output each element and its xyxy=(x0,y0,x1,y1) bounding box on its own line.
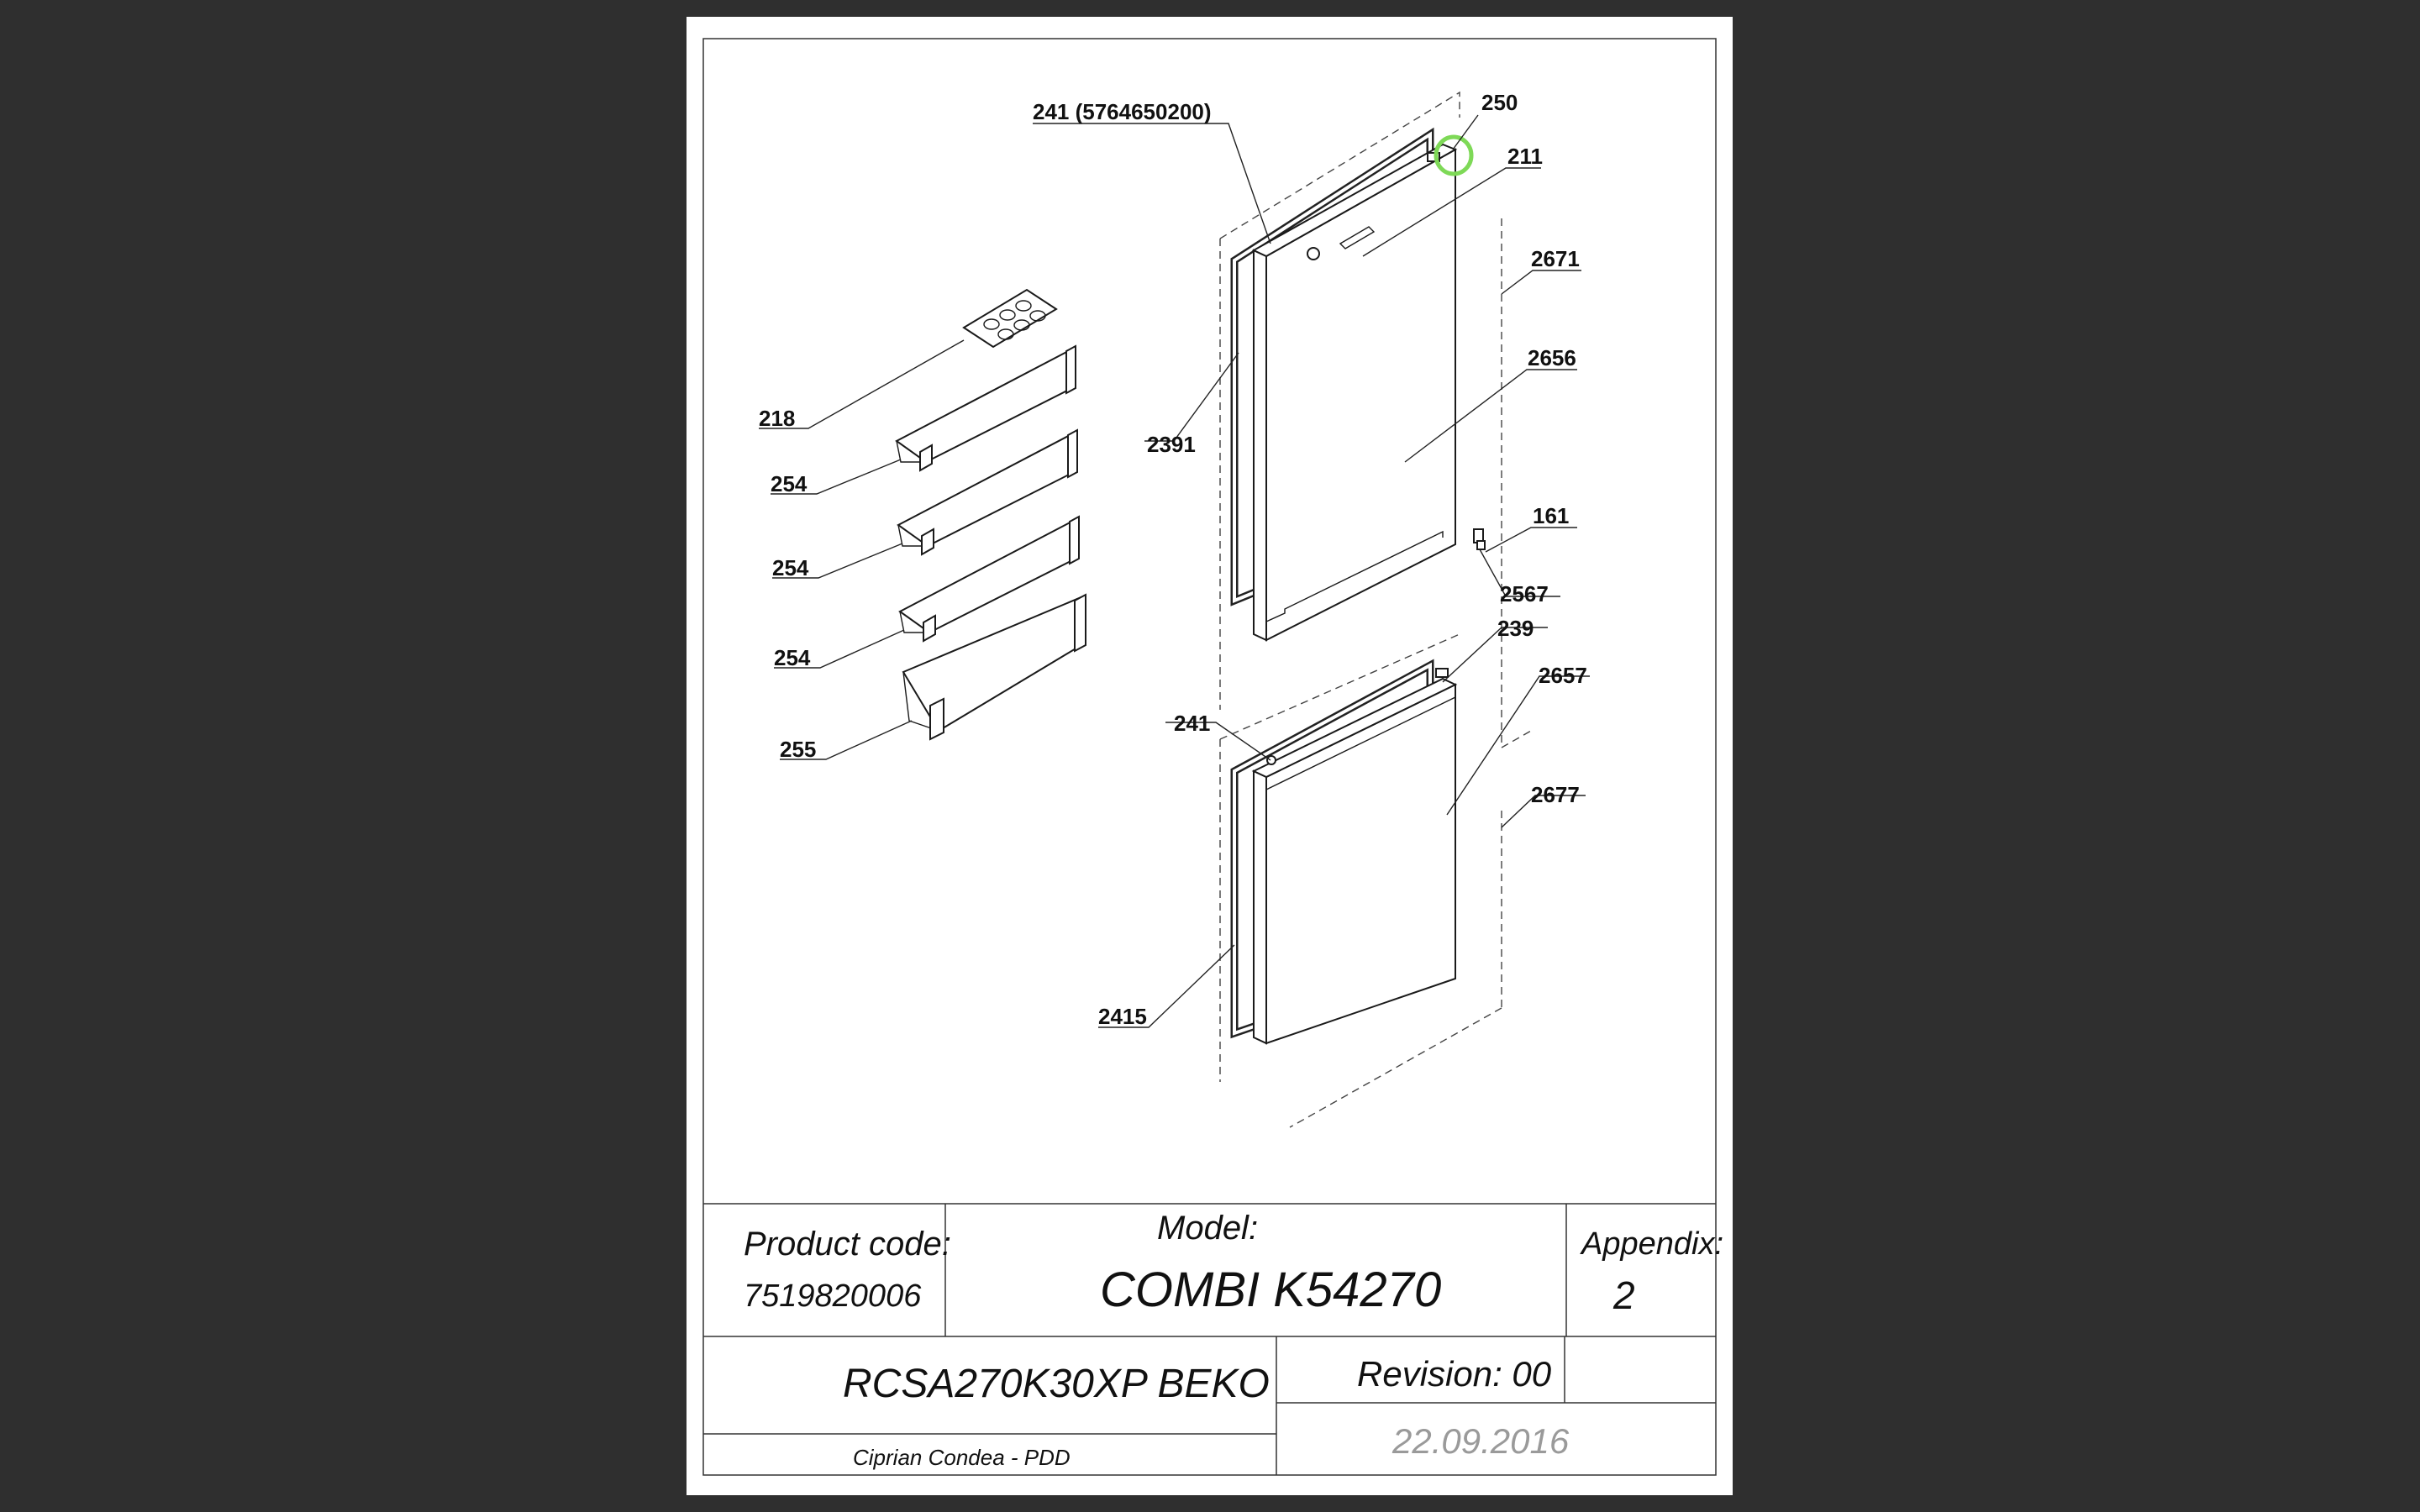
callout-161: 161 xyxy=(1533,503,1570,528)
lower-door-assembly xyxy=(1220,634,1502,1127)
callout-211: 211 xyxy=(1507,144,1543,169)
callout-2567: 2567 xyxy=(1500,581,1549,606)
callout-labels xyxy=(759,90,1587,1029)
callout-250: 250 xyxy=(1481,90,1518,115)
upper-envelope-corner xyxy=(1502,731,1531,748)
callout-2656: 2656 xyxy=(1528,345,1576,370)
shelf-end-cap xyxy=(1066,346,1076,393)
revision: Revision: 00 xyxy=(1357,1354,1552,1394)
shelf-end-cap xyxy=(1070,517,1079,564)
model-label: Model: xyxy=(1157,1210,1259,1247)
callout-241-bottom: 241 xyxy=(1174,711,1211,736)
upper-door-edge xyxy=(1254,250,1266,640)
callout-2671: 2671 xyxy=(1531,246,1580,271)
shelf-end-cap xyxy=(930,699,944,739)
upper-door-assembly xyxy=(1220,92,1531,748)
shelf-end-cap xyxy=(1075,595,1086,651)
drawing-date: 22.09.2016 xyxy=(1392,1421,1570,1461)
exploded-parts-diagram xyxy=(687,17,1733,1495)
middle-hinge-screw xyxy=(1477,541,1485,549)
egg-tray-218[interactable] xyxy=(964,290,1056,347)
lower-hinge-bush[interactable] xyxy=(1436,669,1448,677)
callout-2415: 2415 xyxy=(1098,1004,1147,1029)
callout-2391: 2391 xyxy=(1147,432,1196,457)
model-full-name: RCSA270K30XP BEKO xyxy=(843,1362,1270,1406)
lower-hinge-pin xyxy=(1267,756,1276,764)
leader-2671 xyxy=(1502,270,1581,294)
appendix-label: Appendix: xyxy=(1581,1226,1724,1262)
model-value: COMBI K54270 xyxy=(1100,1263,1442,1317)
title-block xyxy=(703,1204,1723,1475)
callout-2657: 2657 xyxy=(1539,663,1587,688)
shelf-end-cap xyxy=(1068,430,1077,477)
leader-lines xyxy=(759,115,1590,1027)
drawing-sheet xyxy=(687,17,1733,1495)
callout-218: 218 xyxy=(759,406,796,431)
appendix-value: 2 xyxy=(1613,1273,1635,1317)
callout-254-b: 254 xyxy=(772,555,809,580)
leader-241-top xyxy=(1033,123,1270,244)
lower-envelope-bottom xyxy=(1290,1008,1502,1127)
callout-2677: 2677 xyxy=(1531,782,1580,807)
author: Ciprian Condea - PDD xyxy=(853,1445,1071,1470)
product-code-label: Product code: xyxy=(744,1226,951,1263)
product-code-value: 7519820006 xyxy=(744,1278,922,1314)
leader-2391 xyxy=(1144,353,1239,441)
door-shelves xyxy=(897,290,1086,739)
leader-161 xyxy=(1486,528,1577,552)
callout-239: 239 xyxy=(1497,616,1534,641)
lower-door-edge xyxy=(1254,771,1266,1043)
callout-254-a: 254 xyxy=(771,471,808,496)
upper-hinge-pin xyxy=(1307,248,1319,260)
middle-hinge[interactable] xyxy=(1474,529,1485,549)
callout-255: 255 xyxy=(780,737,817,762)
shelf-body xyxy=(897,349,1076,462)
callout-241-top: 241 (5764650200) xyxy=(1033,99,1212,124)
callout-254-c: 254 xyxy=(774,645,811,670)
